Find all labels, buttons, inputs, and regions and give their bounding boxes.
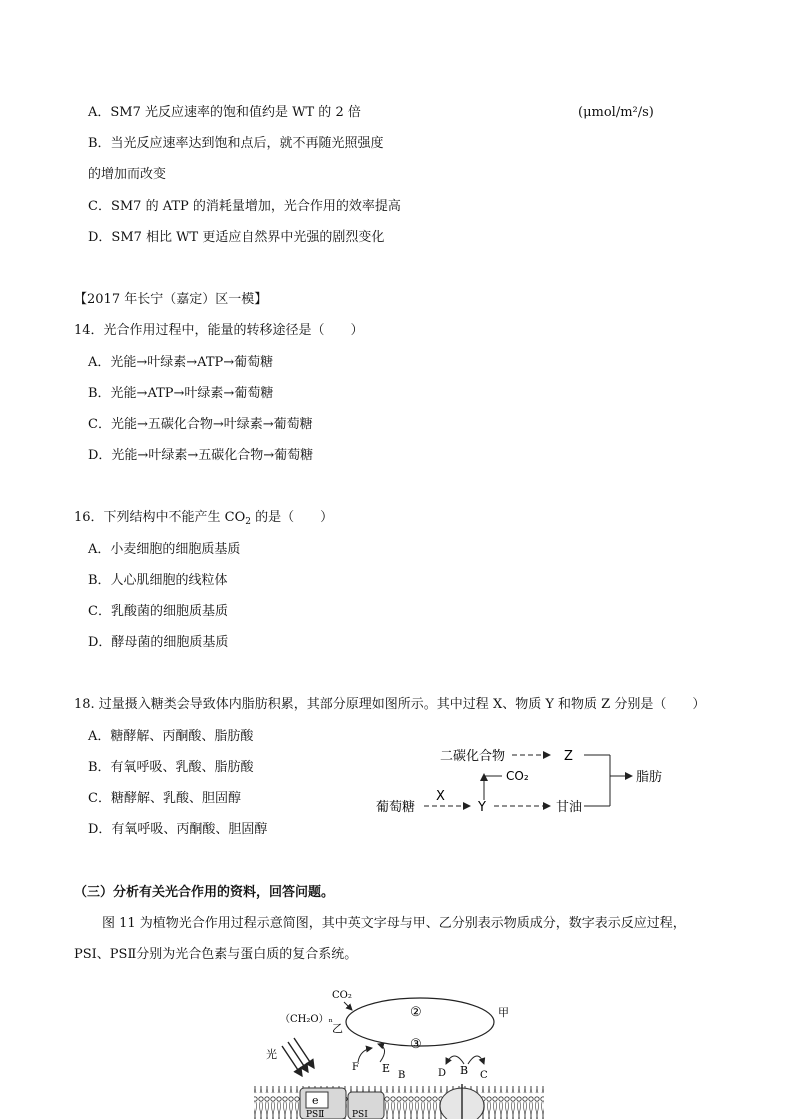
q16-stem-post: 的是（ ） <box>251 510 334 525</box>
q16-stem-sub: 2 <box>245 517 252 527</box>
q16-stem-pre: 16．下列结构中不能产生 CO <box>74 510 246 525</box>
q16-option-d: D．酵母菌的细胞质基质 <box>88 635 229 650</box>
diagram-glycerol: 甘油 <box>556 800 583 815</box>
fig11-ps1: PSⅠ <box>352 1110 368 1119</box>
q13-option-b-cont: 的增加而改变 <box>88 167 167 182</box>
q13-unit: (μmol/m²/s) <box>578 105 654 120</box>
q18-stem: 18. 过量摄入糖类会导致体内脂肪积累，其部分原理如图所示。其中过程 X、物质 Y 和物质 Z 分别是（ ） <box>74 697 706 712</box>
diagram-glucose: 葡萄糖 <box>376 800 416 815</box>
q13-option-a: A．SM7 光反应速率的饱和值约是 WT 的 2 倍 <box>88 105 361 120</box>
q13-option-c: C．SM7 的 ATP 的消耗量增加，光合作用的效率提高 <box>88 199 401 214</box>
diagram-y: Y <box>478 800 486 815</box>
q14-option-c: C．光能→五碳化合物→叶绿素→葡萄糖 <box>88 417 313 432</box>
q16-option-a: A．小麦细胞的细胞质基质 <box>88 542 241 557</box>
diagram-x: X <box>436 789 445 804</box>
fig11-step3: ③ <box>410 1037 422 1052</box>
q18-option-b: B．有氧呼吸、乳酸、脂肪酸 <box>88 760 254 775</box>
fig11-b2: B <box>460 1064 469 1077</box>
q14-stem: 14．光合作用过程中，能量的转移途径是（ ） <box>74 323 364 338</box>
q16-stem <box>74 509 333 531</box>
arrow-b-to-c <box>468 1056 484 1064</box>
q18-option-d: D．有氧呼吸、丙酮酸、胆固醇 <box>88 822 268 837</box>
diagram-fat: 脂肪 <box>636 770 663 785</box>
figure-11 <box>240 984 560 1119</box>
diagram-co2: CO₂ <box>506 769 529 783</box>
fig11-yi: 乙 <box>332 1022 343 1035</box>
fig11-co2: CO₂ <box>332 990 352 1001</box>
section3-title: （三）分析有关光合作用的资料，回答问题。 <box>74 885 335 900</box>
arrow-b-to-d <box>446 1056 464 1064</box>
light-arrows-icon <box>282 1038 314 1076</box>
q14-option-a: A．光能→叶绿素→ATP→葡萄糖 <box>88 355 274 370</box>
fig11-jia: 甲 <box>498 1006 509 1019</box>
arrow-co2-in <box>344 1002 352 1010</box>
exam-source: 【2017 年长宁（嘉定）区一模】 <box>74 292 268 307</box>
fig11-electron: e <box>312 1094 319 1107</box>
diagram-z: Z <box>564 749 573 764</box>
diagram-c2: 二碳化合物 <box>440 749 506 764</box>
q16-option-b: B．人心肌细胞的线粒体 <box>88 573 228 588</box>
arrow-f-from-cycle <box>358 1048 372 1062</box>
fig11-d: D <box>438 1068 447 1079</box>
fig11-f: F <box>352 1062 359 1073</box>
arrow-e-to-cycle <box>378 1044 385 1062</box>
q18-diagram <box>370 738 700 820</box>
fig11-e: E <box>382 1062 391 1075</box>
q13-option-b: B．当光反应速率达到饱和点后，就不再随光照强度 <box>88 136 384 151</box>
q18-option-a: A．糖酵解、丙酮酸、脂肪酸 <box>88 729 254 744</box>
q14-option-d: D．光能→叶绿素→五碳化合物→葡萄糖 <box>88 448 314 463</box>
fig11-step2: ② <box>410 1005 422 1020</box>
q16-option-c: C．乳酸菌的细胞质基质 <box>88 604 228 619</box>
fig11-light: 光 <box>266 1048 277 1061</box>
q14-option-b: B．光能→ATP→叶绿素→葡萄糖 <box>88 386 274 401</box>
q13-option-d: D．SM7 相比 WT 更适应自然界中光强的剧烈变化 <box>88 230 385 245</box>
fig11-ps2: PSⅡ <box>306 1110 325 1119</box>
fig11-c: C <box>480 1070 488 1081</box>
q18-option-c: C．糖酵解、乳酸、胆固醇 <box>88 791 241 806</box>
section3-para1: 图 11 为植物光合作用过程示意简图，其中英文字母与甲、乙分别表示物质成分，数字表示反应过程， <box>102 916 686 931</box>
thylakoid-membrane <box>254 1086 544 1119</box>
fig11-b1: B <box>398 1070 406 1081</box>
section3-para2: PSⅠ、PSⅡ分别为光合色素与蛋白质的复合系统。 <box>74 947 358 962</box>
fig11-ch2o: （CH₂O）ₙ <box>280 1014 333 1025</box>
